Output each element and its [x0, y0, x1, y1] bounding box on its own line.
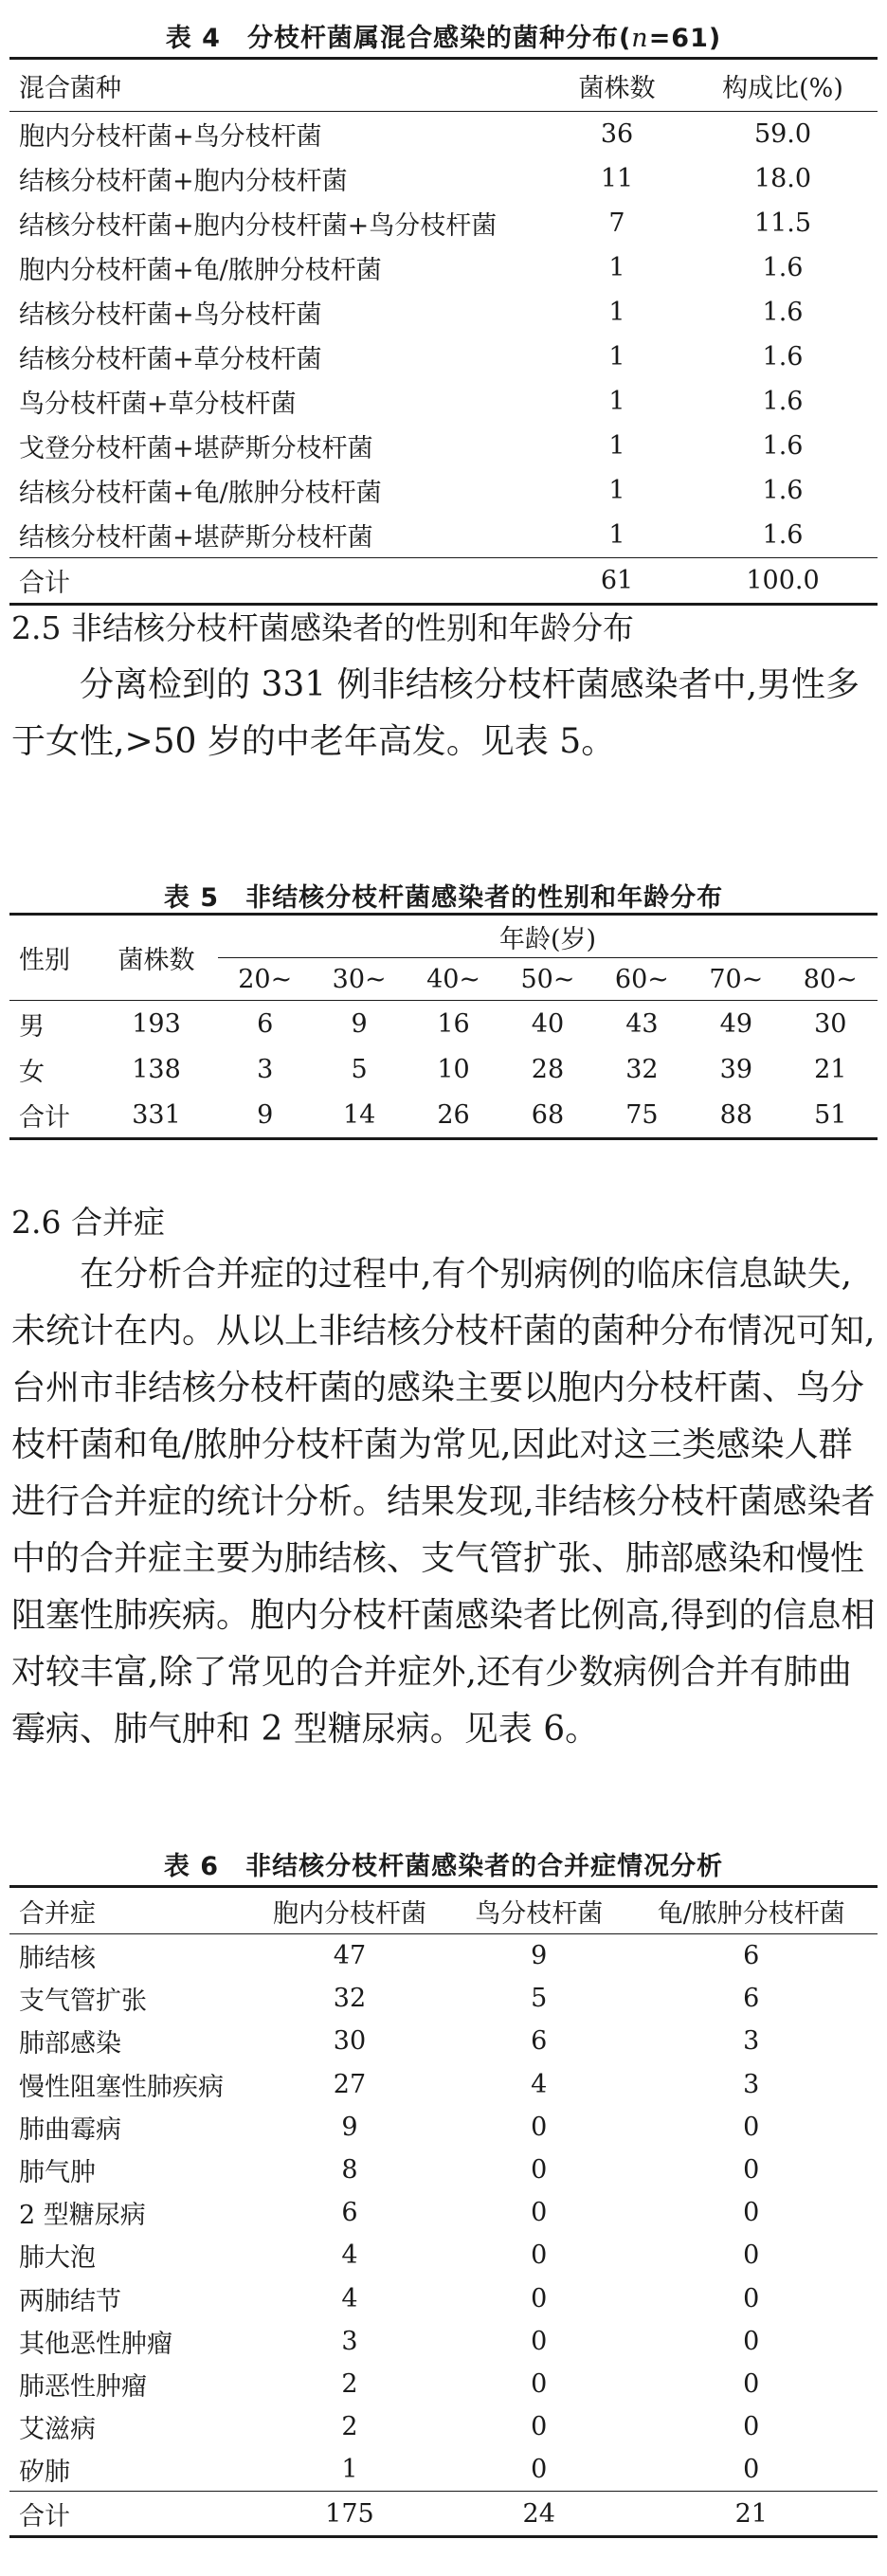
table4-caption-prefix: 表 4 分枝杆菌属混合感染的菌种分布(	[165, 24, 632, 53]
table4-cell: 61	[600, 566, 634, 595]
table6-row	[9, 1977, 878, 2020]
table4-row	[9, 290, 878, 335]
table4-cell: 鸟分枝杆菌+草分枝杆菌	[19, 390, 297, 419]
table4-cell: 1	[608, 342, 625, 372]
table6-header-cell: 合并症	[19, 1898, 96, 1929]
table4-cell: 1.6	[762, 387, 804, 416]
table4-cell: 1	[608, 476, 625, 505]
table6-cell: 2 型糖尿病	[19, 2201, 146, 2231]
table4-cell: 18.0	[753, 164, 812, 193]
table6-cell: 肺恶性肿瘤	[19, 2371, 147, 2402]
table4-row	[9, 201, 878, 245]
table5-header-sex: 性别	[19, 946, 70, 975]
table6-cell: 2	[341, 2412, 358, 2442]
table4-cell: 合计	[19, 569, 70, 598]
table6-cell: 矽肺	[19, 2458, 70, 2488]
table6-cell: 5	[531, 1984, 548, 2014]
table6-cell: 肺大泡	[19, 2243, 96, 2274]
table6-row	[9, 2020, 878, 2062]
table6-cell: 两肺结节	[19, 2286, 121, 2316]
table6-cell: 3	[341, 2326, 358, 2356]
table4-cell: 1	[608, 431, 625, 461]
table6-cell: 0	[743, 2240, 760, 2271]
table6-row	[9, 2320, 878, 2363]
table6-row	[9, 2191, 878, 2234]
table6-cell: 肺曲霉病	[19, 2114, 121, 2145]
table6-row	[9, 2149, 878, 2191]
table6-cell: 0	[531, 2326, 548, 2356]
table4-body	[9, 112, 878, 605]
section-2-5-paragraph	[11, 657, 876, 771]
table6-cell: 0	[531, 2112, 548, 2142]
section-2-6-paragraph	[11, 1246, 876, 1758]
table6-row	[9, 2106, 878, 2149]
table6-row	[9, 2063, 878, 2106]
table5-cell: 28	[531, 1054, 565, 1084]
table4-row	[9, 112, 878, 157]
table5-row	[9, 1001, 878, 1047]
table6-cell: 0	[743, 2112, 760, 2142]
section-2-6-text: 在分析合并症的过程中,有个别病例的临床信息缺失,未统计在内。从以上非结核分枝杆菌的菌种分布情况可知,台州市非结核分枝杆菌的感染主要以胞内分枝杆菌、鸟分枝杆菌和龟/脓肿分枝杆菌为常见,因此对这三类感染人群进行合并症的统计分析。结果发现,非结核分枝杆菌感染者中的合并症主要为肺结核、支气管扩张、肺部感染和慢性阻塞性肺疾病。胞内分枝杆菌感染者比例高,得到的信息相对较丰富,除了常见的合并症外,还有少数病例合并有肺曲霉病、肺气肿和 2 型糖尿病。见表 6。	[11, 1255, 876, 1749]
table5-cell: 10	[437, 1054, 470, 1084]
table5-age-group-label: 30~	[332, 964, 387, 994]
table5-cell: 21	[814, 1054, 847, 1084]
table5-cell: 331	[132, 1099, 181, 1130]
table6-row	[9, 2234, 878, 2277]
table6-cell: 4	[341, 2283, 358, 2313]
table5-age-group-label: 70~	[709, 964, 764, 994]
table4-row	[9, 379, 878, 424]
table5-cell: 68	[531, 1099, 565, 1130]
table5-caption: 表 5 非结核分枝杆菌感染者的性别和年龄分布	[163, 883, 724, 913]
table6-header-cell: 鸟分枝杆菌	[475, 1898, 604, 1929]
table6-cell: 0	[743, 2368, 760, 2399]
table6-cell: 30	[333, 2026, 367, 2057]
table4-cell: 结核分枝杆菌+龟/脓肿分枝杆菌	[19, 479, 382, 508]
table4-cell: 59.0	[753, 119, 812, 149]
table4-header-cell: 混合菌种	[19, 73, 121, 103]
table6-cell: 0	[531, 2368, 548, 2399]
table4-cell: 1.6	[762, 298, 804, 327]
table5-header-count: 菌株数	[118, 946, 195, 975]
table4-cell: 1	[608, 298, 625, 327]
table5-age-group-label: 20~	[238, 964, 293, 994]
table4-cell: 7	[608, 209, 625, 238]
table4-cell: 1	[608, 520, 625, 550]
table6-cell: 0	[531, 2412, 548, 2442]
table5-cell: 女	[19, 1057, 45, 1087]
table6-cell: 6	[743, 1984, 760, 2014]
table6-cell: 慢性阻塞性肺疾病	[19, 2072, 224, 2102]
table6-cell: 0	[743, 2198, 760, 2228]
table4-cell: 结核分枝杆菌+鸟分枝杆菌	[19, 300, 322, 330]
table6-cell: 其他恶性肿瘤	[19, 2329, 172, 2359]
table6-cell: 艾滋病	[19, 2415, 96, 2445]
table4-row	[9, 424, 878, 468]
table6-cell: 肺气肿	[19, 2158, 96, 2188]
table6-cell: 175	[325, 2498, 374, 2529]
table4-cell: 1.6	[762, 431, 804, 461]
table6-cell: 0	[531, 2455, 548, 2485]
table5-age-group-label: 40~	[426, 964, 481, 994]
table5-cell: 26	[437, 1099, 470, 1130]
table6-cell: 6	[341, 2198, 358, 2228]
table6-cell: 肺部感染	[19, 2029, 121, 2059]
table6-row	[9, 2448, 878, 2492]
table4-total-row	[9, 558, 878, 605]
table6-cell: 0	[743, 2326, 760, 2356]
table5-cell: 14	[342, 1099, 376, 1130]
table6-cell: 支气管扩张	[19, 1986, 147, 2017]
table5-cell: 男	[19, 1011, 45, 1042]
table6-caption: 表 6 非结核分枝杆菌感染者的合并症情况分析	[163, 1852, 724, 1881]
table6-cell: 8	[341, 2155, 358, 2186]
table5-cell: 30	[814, 1008, 847, 1039]
table5-age-group-label: 80~	[803, 964, 858, 994]
section-2-6-heading: 2.6 合并症	[11, 1204, 165, 1241]
table4-cell: 结核分枝杆菌+堪萨斯分枝杆菌	[19, 523, 373, 553]
table6-cell: 24	[522, 2498, 555, 2529]
table5-body	[9, 1001, 878, 1139]
table5-cell: 49	[719, 1008, 752, 1039]
table6-cell: 0	[743, 2412, 760, 2442]
table4-cell: 1.6	[762, 476, 804, 505]
table6-row	[9, 1934, 878, 1978]
table6-cell: 21	[734, 2498, 768, 2529]
table6-total-row	[9, 2492, 878, 2536]
table6-cell: 0	[743, 2455, 760, 2485]
table6-cell: 47	[333, 1941, 367, 1971]
table5-cell: 5	[351, 1054, 368, 1084]
table5-cell: 6	[257, 1008, 274, 1039]
table6-cell: 9	[341, 2112, 358, 2142]
table4-cell: 胞内分枝杆菌+龟/脓肿分枝杆菌	[19, 256, 382, 285]
table6-cell: 0	[743, 2155, 760, 2186]
table6-cell: 3	[743, 2026, 760, 2057]
table5-total-row	[9, 1092, 878, 1139]
table4-cell: 戈登分枝杆菌+堪萨斯分枝杆菌	[19, 434, 373, 463]
table4-cell: 1.6	[762, 253, 804, 282]
table6-cell: 3	[743, 2069, 760, 2099]
table4-row	[9, 245, 878, 290]
section-2-5-text: 分离检到的 331 例非结核分枝杆菌感染者中,男性多于女性,>50 岁的中老年高发。见表 5。	[11, 665, 860, 761]
table5-row	[9, 1046, 878, 1092]
table6-cell: 0	[531, 2283, 548, 2313]
table4-cell: 结核分枝杆菌+草分枝杆菌	[19, 345, 322, 374]
table4-caption	[0, 17, 887, 54]
table4-cell: 11	[600, 164, 634, 193]
table6-header-row	[9, 1887, 878, 1934]
section-2-5-heading: 2.5 非结核分枝杆菌感染者的性别和年龄分布	[11, 609, 634, 646]
table6-cell: 合计	[19, 2501, 70, 2531]
table4-header-cell: 构成比(%)	[722, 73, 843, 103]
table4-cell: 100.0	[746, 566, 820, 595]
table6-header-cell: 龟/脓肿分枝杆菌	[657, 1898, 845, 1929]
table5-header-age: 年龄(岁)	[218, 915, 878, 958]
table4-cell: 11.5	[753, 209, 812, 238]
table6-cell: 0	[531, 2240, 548, 2271]
table6-cell: 32	[333, 1984, 367, 2014]
table6	[9, 1885, 878, 2538]
table4-cell: 1.6	[762, 342, 804, 372]
table6-row	[9, 2405, 878, 2448]
table5-cell: 75	[625, 1099, 659, 1130]
table5-cell: 39	[719, 1054, 752, 1084]
table4-row	[9, 513, 878, 558]
table4	[9, 57, 878, 606]
table5-header-row-1	[9, 915, 878, 958]
table6-cell: 肺结核	[19, 1944, 96, 1974]
table4-cell: 胞内分枝杆菌+鸟分枝杆菌	[19, 122, 322, 152]
table4-row	[9, 468, 878, 513]
table4-cell: 1	[608, 253, 625, 282]
table5-cell: 合计	[19, 1102, 70, 1133]
table5-cell: 40	[531, 1008, 565, 1039]
table6-row	[9, 2363, 878, 2405]
table4-cell: 结核分枝杆菌+胞内分枝杆菌	[19, 167, 348, 196]
table5-cell: 9	[351, 1008, 368, 1039]
table5-cell: 43	[625, 1008, 659, 1039]
table4-caption-n: n	[631, 24, 649, 53]
table4-header-cell: 菌株数	[578, 73, 656, 103]
table6-body	[9, 1934, 878, 2537]
table6-cell: 6	[531, 2026, 548, 2057]
table5-cell: 16	[437, 1008, 470, 1039]
table4-cell: 结核分枝杆菌+胞内分枝杆菌+鸟分枝杆菌	[19, 211, 498, 241]
table4-row	[9, 156, 878, 201]
table4-header-row	[9, 59, 878, 112]
table6-cell: 4	[341, 2240, 358, 2271]
table6-header-cell: 胞内分枝杆菌	[272, 1898, 426, 1929]
table5-cell: 51	[814, 1099, 847, 1130]
table4-cell: 1	[608, 387, 625, 416]
table5-cell: 9	[257, 1099, 274, 1130]
table4-row	[9, 335, 878, 379]
table5-cell: 3	[257, 1054, 274, 1084]
table5-cell: 138	[132, 1054, 181, 1084]
table5-cell: 88	[719, 1099, 752, 1130]
table6-cell: 1	[341, 2455, 358, 2485]
table4-caption-suffix: =61)	[648, 24, 722, 53]
table5	[9, 913, 878, 1140]
table6-cell: 0	[743, 2283, 760, 2313]
table6-cell: 4	[531, 2069, 548, 2099]
table5-age-group-label: 60~	[614, 964, 669, 994]
table6-cell: 0	[531, 2198, 548, 2228]
table4-cell: 1.6	[762, 520, 804, 550]
table6-cell: 9	[531, 1941, 548, 1971]
table5-cell: 193	[132, 1008, 181, 1039]
table5-age-group-label: 50~	[520, 964, 575, 994]
table6-cell: 0	[531, 2155, 548, 2186]
table6-row	[9, 2277, 878, 2320]
table6-cell: 6	[743, 1941, 760, 1971]
table5-cell: 32	[625, 1054, 659, 1084]
table6-cell: 27	[333, 2069, 367, 2099]
table4-cell: 36	[600, 119, 634, 149]
table6-cell: 2	[341, 2368, 358, 2399]
